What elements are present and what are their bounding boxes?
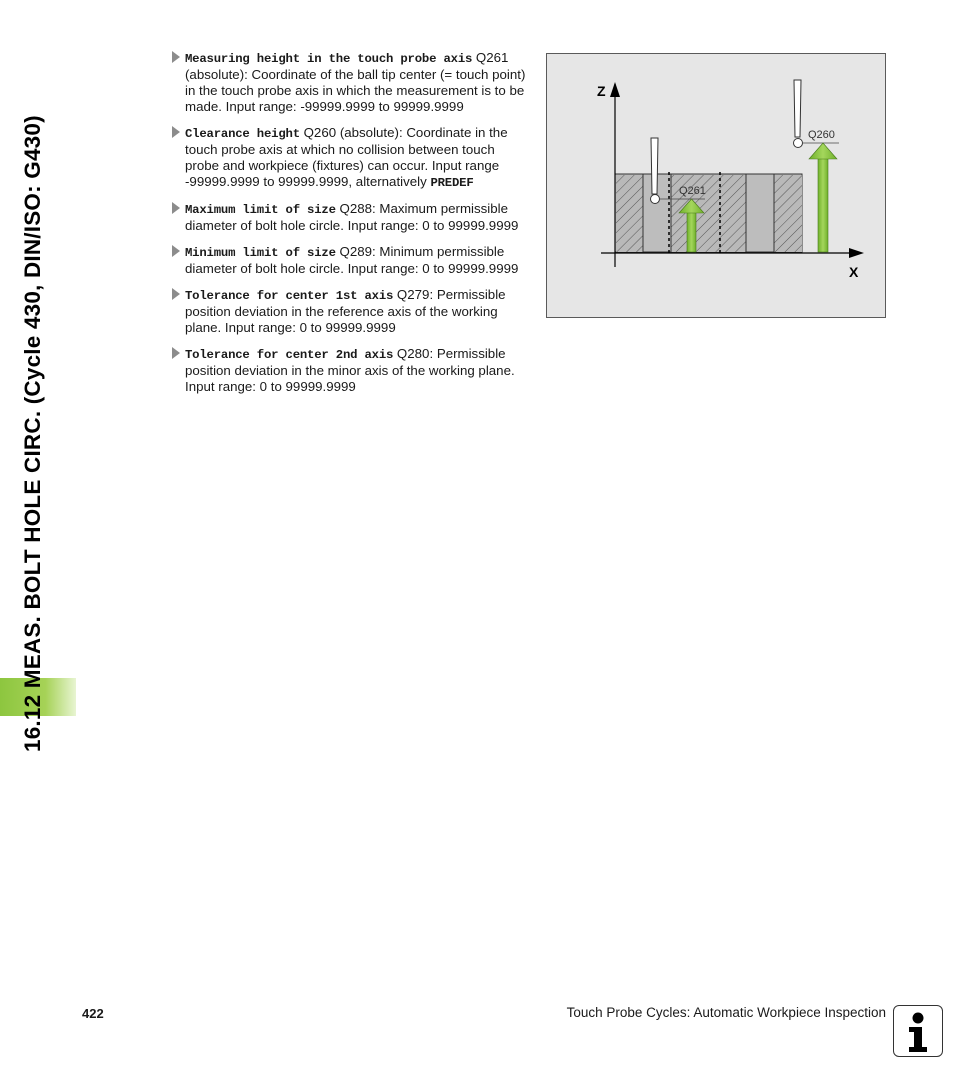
probe-stylus-high bbox=[794, 80, 803, 148]
parameter-description: (absolute): Coordinate of the ball tip center (= touch point) in the touch probe axis in which the measurement is to be made. Input range: -99999.9999 to 99999.9999 bbox=[185, 67, 526, 114]
parameter-name: Maximum limit of size bbox=[185, 203, 336, 217]
page-number: 422 bbox=[82, 1006, 104, 1021]
parameter-code: Q289 bbox=[339, 244, 373, 259]
parameter-item-q289 bbox=[172, 244, 528, 277]
parameter-item-q279 bbox=[172, 287, 528, 336]
parameter-description: : Minimum permissible diameter of bolt hole circle. Input range: 0 to 99999.9999 bbox=[185, 244, 519, 276]
parameter-description: : Permissible position deviation in the reference axis of the working plane. Input range: 0 to 99999.9999 bbox=[185, 287, 506, 335]
workpiece bbox=[615, 172, 802, 254]
axis-label-x: X bbox=[849, 264, 859, 280]
parameter-name: Tolerance for center 1st axis bbox=[185, 289, 394, 303]
q261-label: Q261 bbox=[679, 185, 706, 197]
bullet-arrow-icon bbox=[172, 202, 180, 214]
parameter-name: Minimum limit of size bbox=[185, 246, 336, 260]
parameter-description: : Permissible position deviation in the minor axis of the working plane. Input range: 0 to 99999.9999 bbox=[185, 346, 515, 394]
q260-arrow bbox=[809, 143, 837, 252]
parameter-keyword: PREDEF bbox=[430, 176, 474, 190]
parameter-name: Measuring height in the touch probe axis bbox=[185, 52, 473, 66]
parameter-item-q288 bbox=[172, 201, 528, 234]
axis-label-z: Z bbox=[597, 83, 606, 99]
parameter-code: Q280 bbox=[396, 346, 430, 361]
parameter-item-q280 bbox=[172, 346, 528, 395]
info-icon bbox=[893, 1005, 943, 1057]
parameter-description: (absolute): Coordinate in the touch probe axis at which no collision between touch probe and workpiece (fixtures) can occur. Input range -99999.9999 to 99999.9999, alternatively bbox=[185, 125, 508, 189]
parameter-code: Q279 bbox=[396, 287, 430, 302]
bullet-arrow-icon bbox=[172, 51, 180, 63]
footer-title: Touch Probe Cycles: Automatic Workpiece Inspection bbox=[566, 1005, 886, 1020]
bullet-arrow-icon bbox=[172, 245, 180, 257]
bullet-arrow-icon bbox=[172, 126, 180, 138]
parameter-list bbox=[172, 50, 528, 405]
parameter-code: Q260 bbox=[303, 125, 337, 140]
parameter-item-q260 bbox=[172, 125, 528, 191]
parameter-code: Q261 bbox=[475, 50, 509, 65]
chapter-sidebar bbox=[0, 0, 76, 1091]
q260-label: Q260 bbox=[808, 129, 835, 141]
parameter-item-q261 bbox=[172, 50, 528, 115]
parameter-code: Q288 bbox=[339, 201, 373, 216]
touch-probe-diagram bbox=[546, 53, 886, 318]
bullet-arrow-icon bbox=[172, 347, 180, 359]
parameter-description: : Maximum permissible diameter of bolt hole circle. Input range: 0 to 99999.9999 bbox=[185, 201, 519, 233]
bullet-arrow-icon bbox=[172, 288, 180, 300]
parameter-name: Clearance height bbox=[185, 127, 300, 141]
chapter-title: 16.12 MEAS. BOLT HOLE CIRC. (Cycle 430, DIN/ISO: G430) bbox=[20, 115, 45, 752]
parameter-name: Tolerance for center 2nd axis bbox=[185, 348, 394, 362]
